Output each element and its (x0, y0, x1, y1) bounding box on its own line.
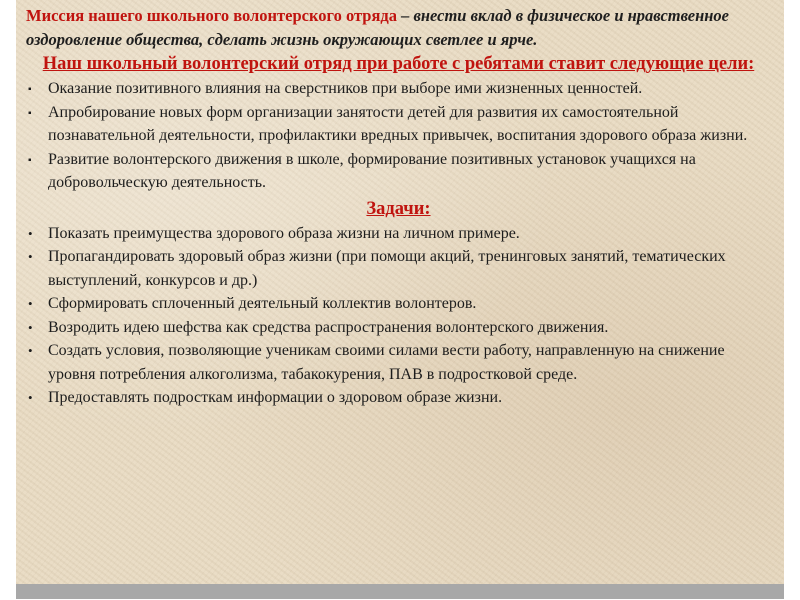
task-item (26, 316, 771, 340)
task-text: Сформировать сплоченный деятельный коллектив волонтеров. (48, 295, 477, 312)
goal-item (26, 148, 771, 195)
square-bullet-icon: ▪ (28, 154, 32, 166)
mission-text: внести вклад в физическое и нравственное оздоровление общества, сделать жизнь окружающих светлее и ярче. (26, 6, 729, 49)
task-item (26, 339, 771, 386)
task-text: Возродить идею шефства как средства распространения волонтерского движения. (48, 318, 609, 336)
goals-heading: Наш школьный волонтерский отряд при работе с ребятами ставит следующие цели: (42, 54, 755, 74)
slide-content (26, 4, 771, 410)
mission-statement (26, 4, 771, 52)
task-item (26, 245, 771, 292)
round-bullet-icon: • (28, 225, 33, 241)
task-text: Пропагандировать здоровый образ жизни (при помощи акций, тренинговых занятий, тематических выступлений, конкурсов и др.) (48, 248, 726, 289)
task-text: Показать преимущества здорового образа жизни на личном примере. (48, 224, 520, 242)
round-bullet-icon: • (28, 343, 33, 358)
round-bullet-icon: • (28, 390, 33, 405)
square-bullet-icon: ▪ (28, 84, 32, 95)
tasks-list (26, 222, 771, 410)
slide (16, 0, 784, 584)
round-bullet-icon: • (28, 249, 33, 264)
task-item (26, 292, 771, 316)
goal-text: Оказание позитивного влияния на сверстников при выборе ими жизненных ценностей. (48, 80, 643, 97)
square-bullet-icon: ▪ (28, 107, 32, 119)
bottom-border-band (16, 584, 784, 599)
round-bullet-icon: • (28, 296, 33, 311)
tasks-heading: Задачи: (366, 198, 431, 219)
goals-list (26, 77, 771, 195)
task-item (26, 222, 771, 246)
goal-text: Развитие волонтерского движения в школе, формирование позитивных установок учащихся на добровольческую деятельность. (48, 150, 696, 191)
round-bullet-icon: • (28, 319, 33, 335)
goal-text: Апробирование новых форм организации занятости детей для развития их самостоятельной познавательной деятельности, профилактики вредных привычек, воспитания здорового образа жизни. (48, 103, 748, 144)
task-item (26, 386, 771, 410)
task-text: Создать условия, позволяющие ученикам своими силами вести работу, направленную на снижение уровня потребления алкоголизма, табакокурения, ПАВ в подростковой среде. (48, 342, 725, 383)
mission-lead: Миссия нашего школьного волонтерского отряда (26, 6, 398, 25)
task-text: Предоставлять подросткам информации о здоровом образе жизни. (48, 389, 503, 406)
goal-item (26, 77, 771, 101)
mission-dash: – (397, 6, 414, 25)
goal-item (26, 101, 771, 148)
